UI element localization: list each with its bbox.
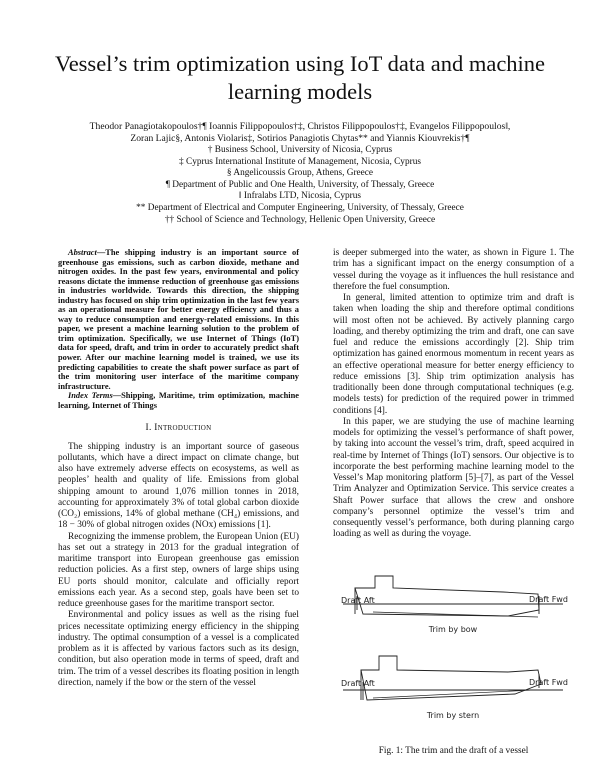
body-paragraph: Recognizing the immense problem, the European Union (EU) has set out a strategy in 2013 for the gradual integration of maritime transport into European greenhouse gas emission reduction policies. As a first step, owners of large ships using EU ports should monitor, calculate and officially report emissions each year. As a second step, goals have been set to reduce greenhouse gases for the maritime transport sector.	[58, 531, 299, 610]
affiliation: ** Department of Electrical and Computer Engineering, University, of Thessaly, Greece	[136, 202, 464, 213]
affiliation-list	[40, 145, 560, 226]
label-draft-aft: Draft Aft	[341, 679, 375, 688]
index-terms-text: —Shipping, Maritime, trim optimization, machine learning, Internet of Things	[58, 391, 299, 410]
body-paragraph: In this paper, we are studying the use of machine learning models for optimizing the vessel’s performance of shaft power, by taking into account the vessel’s trim, draft, speed acquired in real-time by Internet of Things (IoT) sensors. Our objective is to incorporate the best performing machine learning model to the Vessel’s Map monitoring platform [5]–[7], as part of the Vessel Trim Analyzer and Optimization Service. This service creates a Shaft Power surface that allows the crew and onshore company’s personnel optimize the vessel’s trim and consequently vessel’s performance, both during planning cargo loading as well as during the voyage.	[333, 416, 574, 540]
authors-line-1: Theodor Panagiotakopoulos†¶ Ioannis Filippopoulos†‡, Christos Filippopoulos†‡, Evangelos Filippopoulos‖,	[89, 121, 511, 132]
label-draft-aft: Draft Aft	[341, 596, 375, 605]
affiliation: § Angelicoussis Group, Athens, Greece	[226, 168, 374, 179]
caption-trim-by-stern: Trim by stern	[426, 711, 480, 720]
paper-title: Vessel’s trim optimization using IoT data and machine learning models	[54, 51, 546, 104]
author-list	[40, 121, 560, 144]
caption-trim-by-bow: Trim by bow	[428, 625, 478, 634]
affiliation: ¶ Department of Public and One Health, University, of Thessaly, Greece	[165, 179, 435, 190]
abstract	[58, 248, 299, 391]
left-column	[58, 248, 299, 689]
body-paragraph: In general, limited attention to optimize trim and draft is taken when loading the ship and therefore optimal conditions will most often not be achieved. By actively planning cargo loading, and thereby optimizing the trim and draft, one can save fuel and reduce the emissions accordingly [2]. Ship trim optimization has gained enormous momentum in recent years as an effective operational measure for better energy efficiency to reduce emissions [3]. Ship trim optimization analysis has traditionally been done through computational techniques (e.g. models tests) for prediction of the required power in trimmed conditions [4].	[333, 293, 574, 416]
body-paragraph: is deeper submerged into the water, as shown in Figure 1. The trim has a significant impact on the energy consumption of a vessel during the voyage as it influences the hull resistance and therefore the fuel consumption.	[333, 248, 574, 292]
abstract-text: —The shipping industry is an important source of greenhouse gas emissions, such as carbon dioxide, methane and nitrogen oxides. In the past few years, environmental and policy reasons dictate the immense reduction of greenhouse gas emissions in industries worldwide. Towards this direction, the shipping industry has focused on ship trim optimization in the last few years as an operational measure for better energy efficiency and thus a way to reduce consumption and energy-related emissions. In this paper, we present a machine learning solution to the problem of trim optimization. Specifically, we use Internet of Things (IoT) data for speed, draft, and trim in order to accurately predict shaft power. After our machine learning model is trained, we use its predicting capabilities to create the shaft power surface as part of the trim monitoring user interface of the maritime company infrastructure.	[58, 248, 299, 391]
figure-trim-draft	[333, 566, 574, 736]
trim-diagram	[333, 566, 574, 736]
label-draft-fwd: Draft Fwd	[529, 678, 568, 687]
index-terms-label: Index Terms	[68, 391, 113, 401]
section-heading-introduction: I. Introduction	[145, 423, 212, 434]
authors-line-2: Zoran Lajic§, Antonis Violaris‡, Sotirios Panagiotis Chytas** and Yiannis Kiouvrekis†¶	[130, 132, 470, 144]
abstract-label: Abstract	[68, 248, 97, 257]
affiliation: ‖ Infralabs LTD, Nicosia, Cyprus	[238, 191, 362, 202]
right-column	[333, 248, 574, 541]
affiliation: †† School of Science and Technology, Hellenic Open University, Greece	[164, 214, 436, 225]
label-draft-fwd: Draft Fwd	[529, 595, 568, 604]
index-terms	[58, 391, 299, 410]
affiliation: ‡ Cyprus International Institute of Management, Nicosia, Cyprus	[179, 156, 421, 167]
body-paragraph: The shipping industry is an important source of gaseous pollutants, which have a direct impact on climate change, but also have extremely adverse effects on ecosystems, as well as peoples’ health and quality of life. Emissions from global shipping amount to around 1,076 million tonnes in 2018, accounting for approximately 3% of total global carbon dioxide (CO₂) emissions, 14% of global methane (CH₄) emissions, and 18 − 30% of global nitrogen oxides (NOx) emissions [1].	[58, 441, 299, 531]
affiliation: † Business School, University of Nicosia, Cyprus	[207, 145, 393, 155]
body-paragraph: Environmental and policy issues as well as the rising fuel prices necessitate optimizing energy efficiency in the shipping industry. The optimal consumption of a vessel is a complicated problem as it is affected by various factors such as its design, condition, but also operation mode in terms of speed, draft and trim. The trim of a vessel describes its floating position in length direction, namely if the bow or the stern of the vessel	[58, 610, 299, 688]
figure-caption: Fig. 1: The trim and the draft of a vessel	[378, 746, 529, 756]
